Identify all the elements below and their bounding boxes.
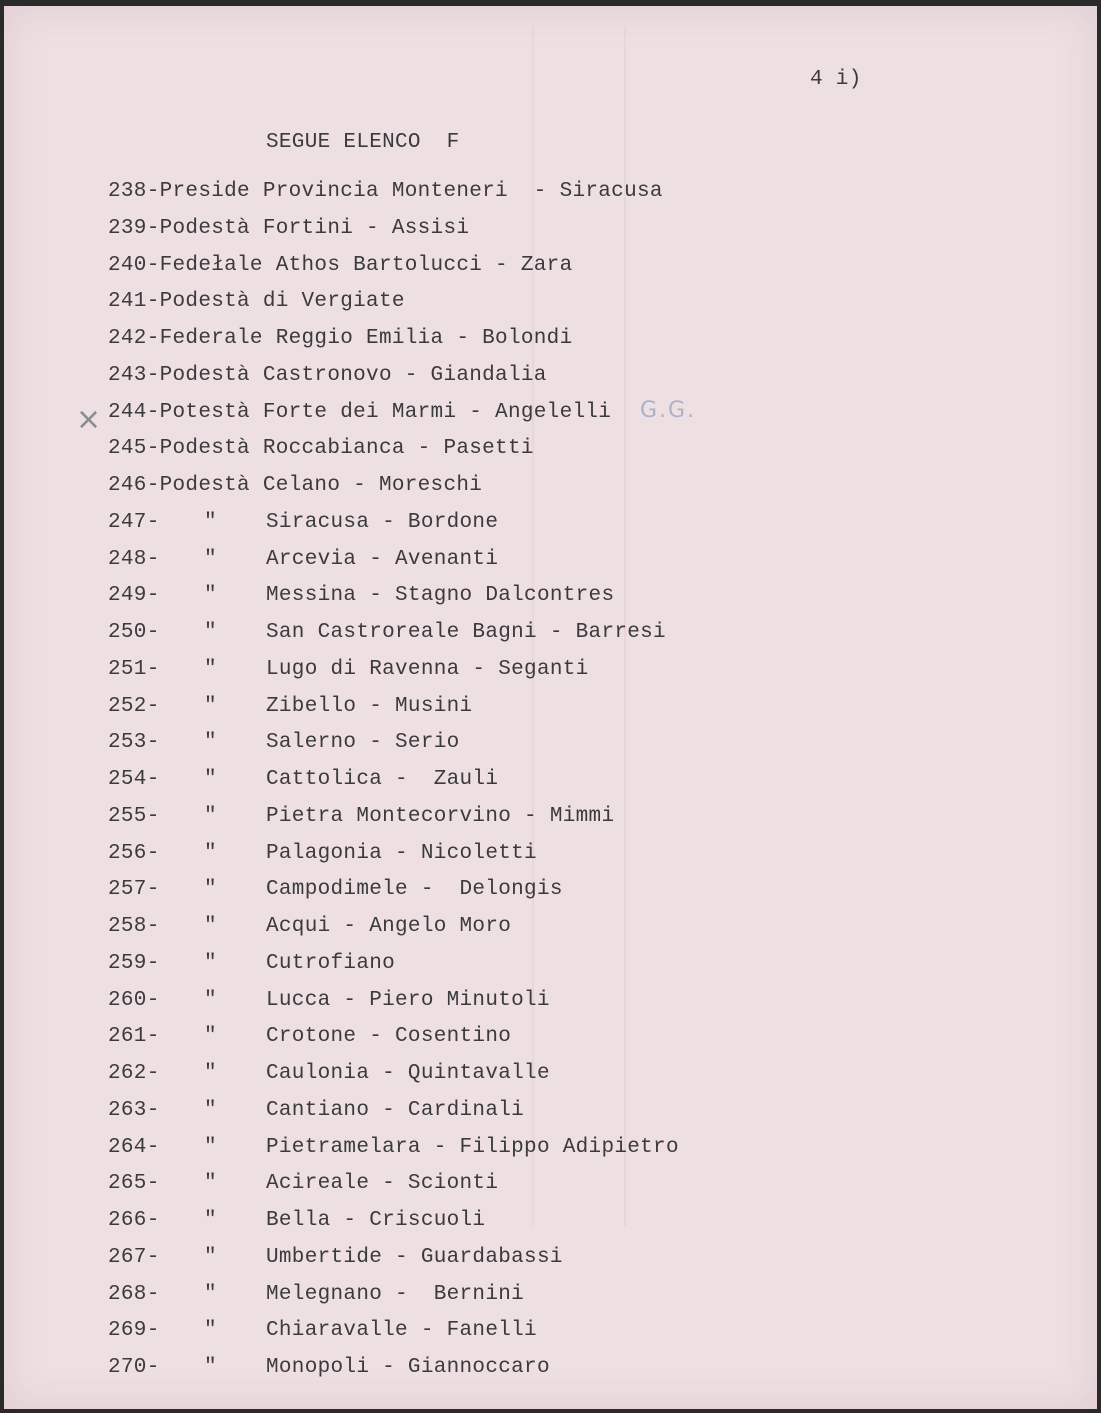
entry-text: Campodimele - Delongis <box>266 878 563 902</box>
page-number: 4 i) <box>810 68 862 91</box>
entry-number: 262- <box>108 1062 160 1085</box>
ditto-mark: " <box>204 878 217 902</box>
entry-number: 247- <box>108 510 160 534</box>
entry-text: 242-Federale Reggio Emilia - Bolondi <box>108 327 573 350</box>
ditto-mark: " <box>204 841 217 865</box>
entry-number: 256- <box>108 841 160 865</box>
entry-text: Arcevia - Avenanti <box>266 547 499 571</box>
entry-number: 266- <box>108 1209 160 1232</box>
entry-text: Siracusa - Bordone <box>266 510 499 534</box>
ditto-mark: " <box>204 657 217 681</box>
entry-number: 252- <box>108 694 160 718</box>
entry-text: 243-Podestà Castronovo - Giandalia <box>108 363 547 387</box>
ditto-mark: " <box>204 768 217 791</box>
ditto-mark: " <box>204 915 217 938</box>
entry-text: Melegnano - Bernini <box>266 1282 525 1306</box>
entry-text: Crotone - Cosentino <box>266 1025 512 1049</box>
ditto-mark: " <box>204 1319 217 1343</box>
entry-text: Monopoli - Giannoccaro <box>266 1356 550 1379</box>
ditto-mark: " <box>204 1356 217 1379</box>
entry-number: 257- <box>108 878 160 902</box>
ditto-mark: " <box>204 584 217 608</box>
ditto-mark: " <box>204 1209 217 1232</box>
ditto-mark: " <box>204 1062 217 1085</box>
ditto-mark: " <box>204 988 217 1012</box>
ditto-mark: " <box>204 1025 217 1049</box>
entry-text: 238-Preside Provincia Monteneri - Siracusa <box>108 180 663 203</box>
entry-number: 265- <box>108 1172 160 1196</box>
entry-number: 259- <box>108 951 160 975</box>
entry-number: 260- <box>108 988 160 1012</box>
entry-text: 245-Podestà Roccabianca - Pasetti <box>108 437 534 461</box>
entry-number: 249- <box>108 584 160 608</box>
entry-text: Chiaravalle - Fanelli <box>266 1319 537 1343</box>
entry-number: 263- <box>108 1098 160 1122</box>
entry-text: 240-Fedełale Athos Bartolucci - Zara <box>108 253 573 277</box>
entry-number: 270- <box>108 1356 160 1379</box>
entry-number: 267- <box>108 1245 160 1269</box>
entry-text: 239-Podestà Fortini - Assisi <box>108 216 470 240</box>
entry-text: 246-Podestà Celano - Moreschi <box>108 474 483 497</box>
entry-number: 250- <box>108 621 160 644</box>
entry-number: 268- <box>108 1282 160 1306</box>
entry-text: Cattolica - Zauli <box>266 768 499 791</box>
entry-number: 253- <box>108 731 160 755</box>
entry-text: Lucca - Piero Minutoli <box>266 988 550 1012</box>
entry-text: 244-Potestà Forte dei Marmi - Angelelli <box>108 400 612 424</box>
entry-text: Acqui - Angelo Moro <box>266 915 512 938</box>
entry-text: Bella - Criscuoli <box>266 1209 486 1232</box>
ditto-mark: " <box>204 951 217 975</box>
entry-text: Cantiano - Cardinali <box>266 1098 525 1122</box>
cross-mark-icon: × <box>76 402 102 437</box>
ditto-mark: " <box>204 510 217 534</box>
ditto-mark: " <box>204 1135 217 1159</box>
entry-text: Lugo di Ravenna - Seganti <box>266 657 589 681</box>
entry-text: Palagonia - Nicoletti <box>266 841 537 865</box>
entry-number: 248- <box>108 547 160 571</box>
entry-text: Salerno - Serio <box>266 731 460 755</box>
entry-text: Pietra Montecorvino - Mimmi <box>266 804 615 828</box>
entry-number: 269- <box>108 1319 160 1343</box>
document-page <box>4 6 1097 1409</box>
entry-text: 241-Podestà di Vergiate <box>108 290 405 314</box>
entry-number: 254- <box>108 768 160 791</box>
entry-text: Zibello - Musini <box>266 694 473 718</box>
ditto-mark: " <box>204 731 217 755</box>
ditto-mark: " <box>204 621 217 644</box>
entry-text: Caulonia - Quintavalle <box>266 1062 550 1085</box>
ditto-mark: " <box>204 1098 217 1122</box>
page-heading: SEGUE ELENCO F <box>266 131 460 154</box>
entry-number: 261- <box>108 1025 160 1049</box>
ditto-mark: " <box>204 1282 217 1306</box>
entry-text: Cutrofiano <box>266 951 396 975</box>
ditto-mark: " <box>204 547 217 571</box>
entry-text: Pietramelara - Filippo Adipietro <box>266 1135 679 1159</box>
ditto-mark: " <box>204 804 217 828</box>
ditto-mark: " <box>204 1172 217 1196</box>
entry-number: 251- <box>108 657 160 681</box>
entry-text: Messina - Stagno Dalcontres <box>266 584 615 608</box>
entry-number: 258- <box>108 915 160 938</box>
ditto-mark: " <box>204 694 217 718</box>
entry-number: 264- <box>108 1135 160 1159</box>
entry-text: San Castroreale Bagni - Barresi <box>266 621 666 644</box>
ditto-mark: " <box>204 1245 217 1269</box>
entry-text: Acireale - Scionti <box>266 1172 499 1196</box>
entry-number: 255- <box>108 804 160 828</box>
pencil-annotation: G.G. <box>640 398 697 423</box>
entry-text: Umbertide - Guardabassi <box>266 1245 563 1269</box>
